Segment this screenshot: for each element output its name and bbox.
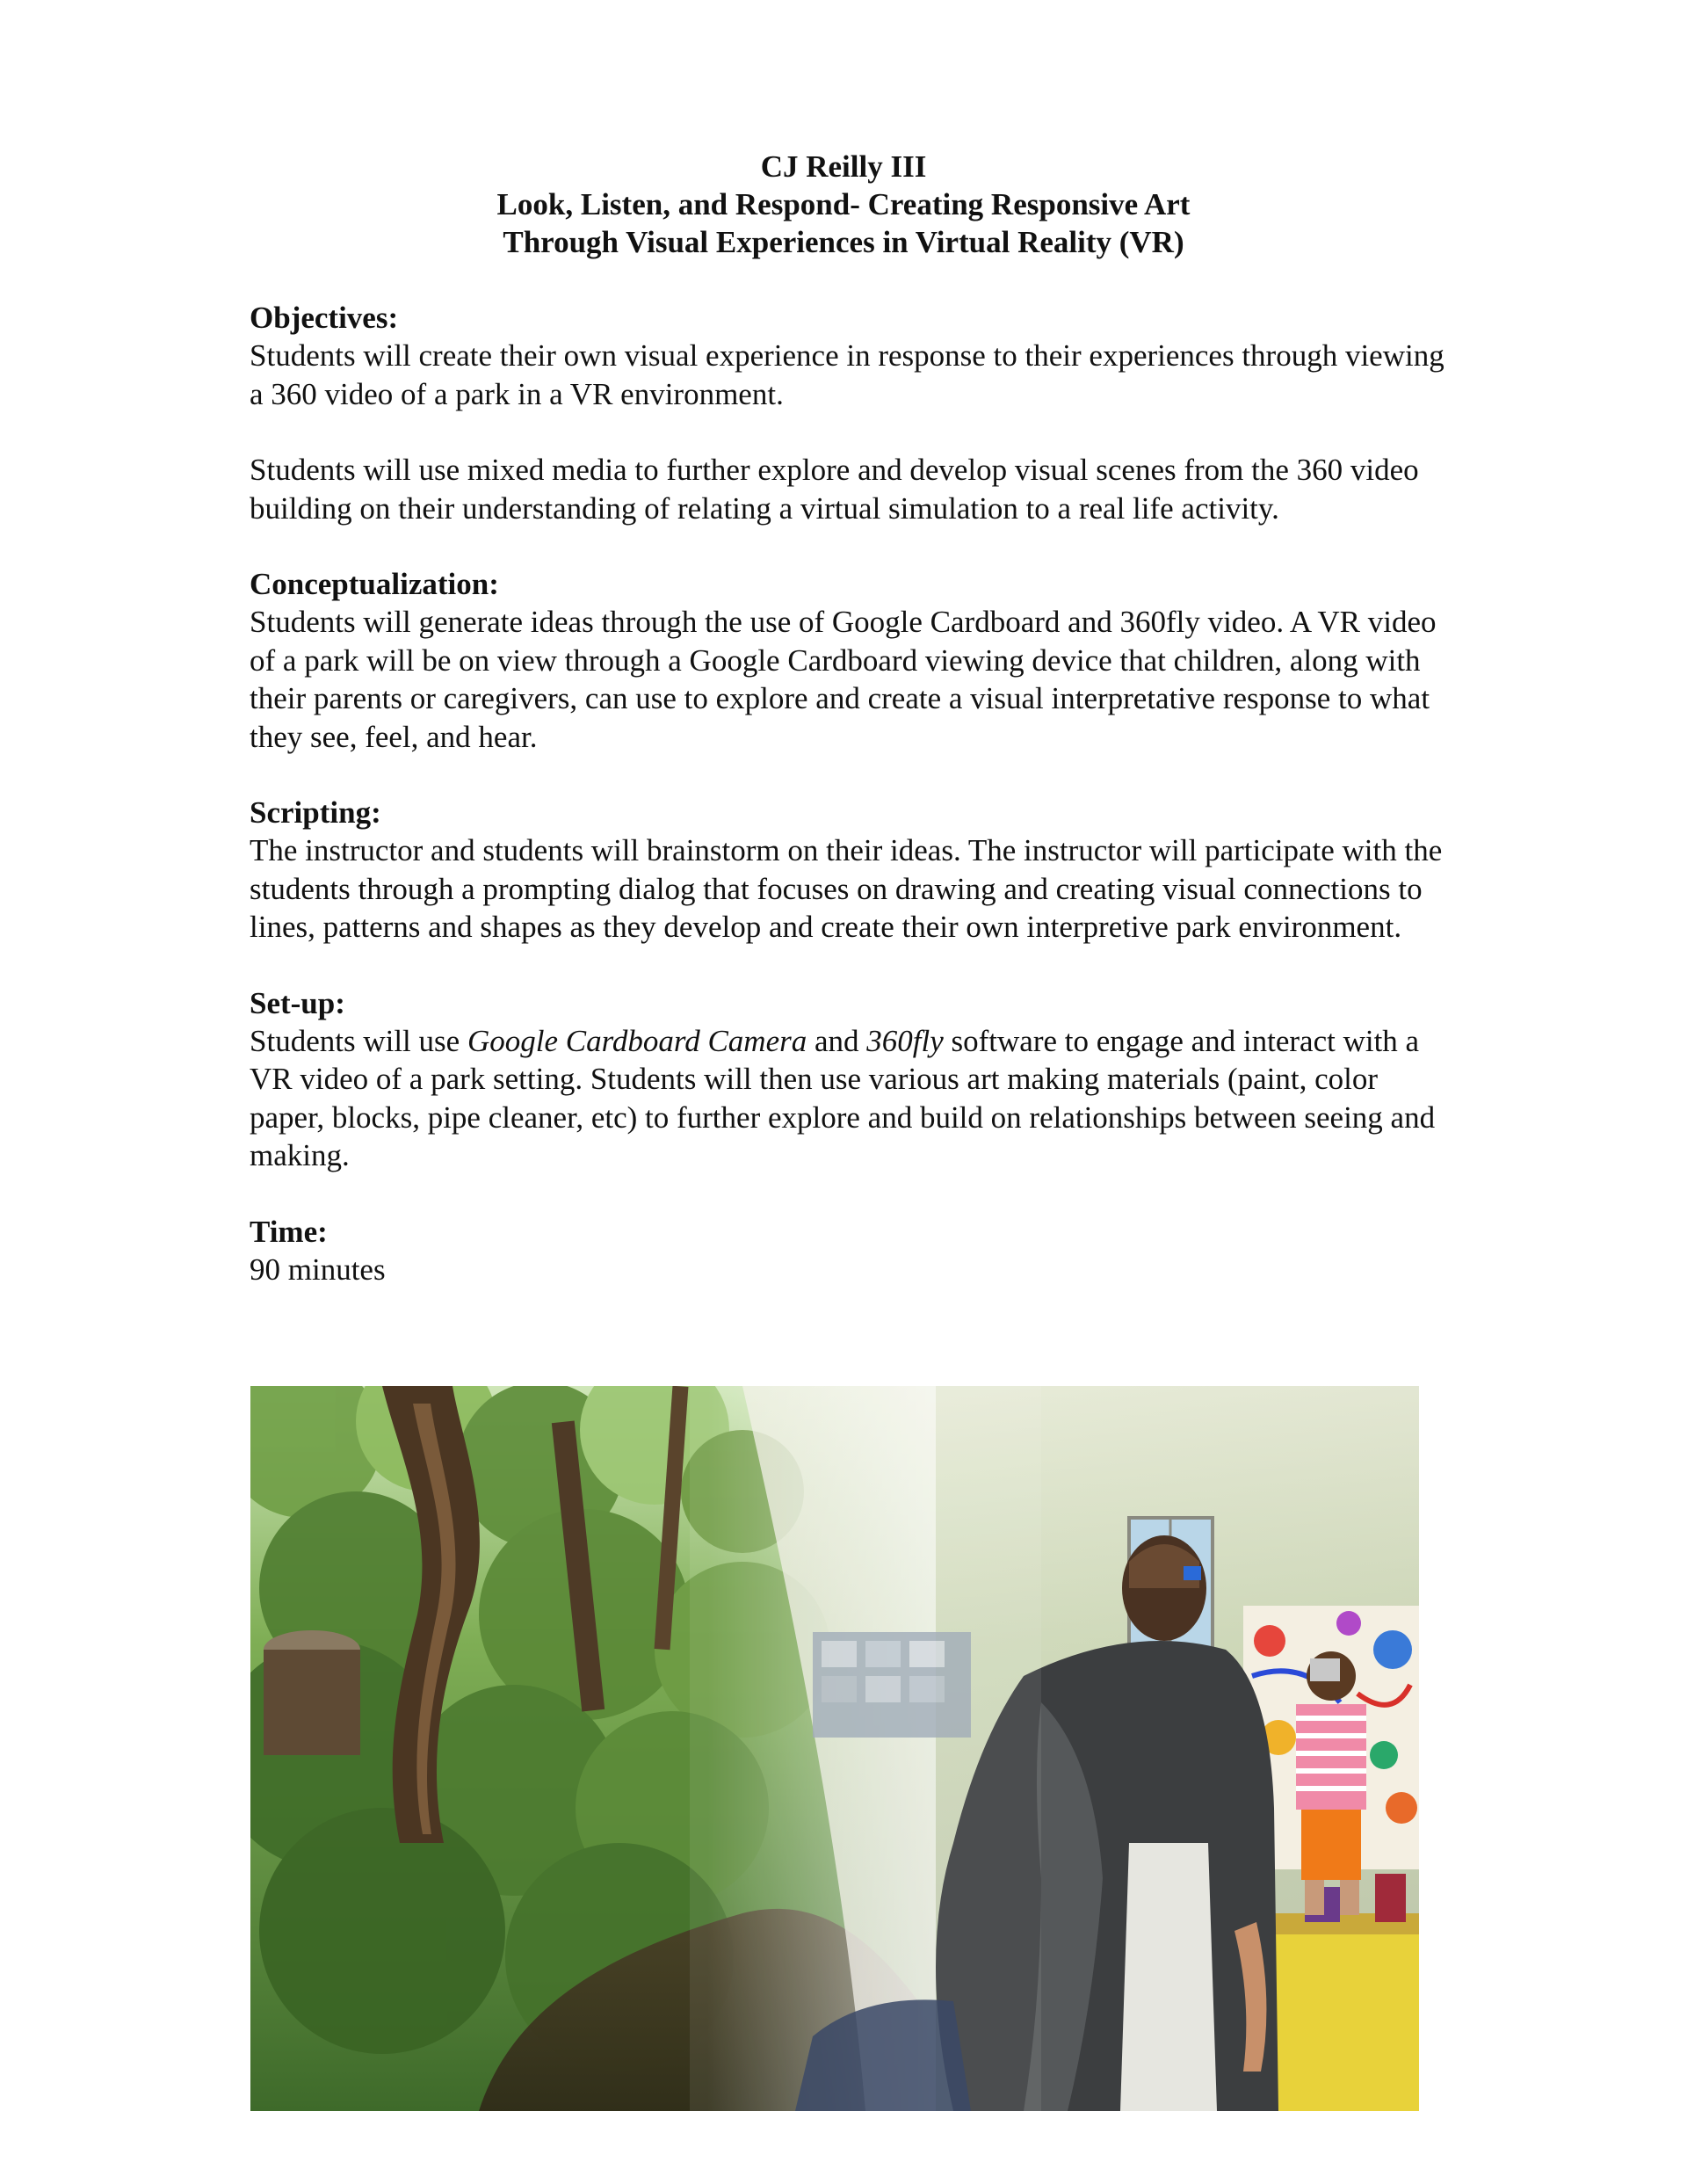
setup-text-a: Students will use xyxy=(250,1023,467,1058)
section-time xyxy=(250,1213,1444,1289)
objectives-heading: Objectives: xyxy=(250,301,399,335)
time-value: 90 minutes xyxy=(250,1252,386,1287)
setup-text-b: and xyxy=(807,1023,867,1058)
title-line-1: Look, Listen, and Respond- Creating Responsive Art xyxy=(496,187,1191,221)
scripting-heading: Scripting: xyxy=(250,795,381,830)
objectives-paragraph-2: Students will use mixed media to further explore and develop visual scenes from the 360 video building on their understanding of relating a virtual simulation to a real life activity. xyxy=(250,453,1419,526)
conceptualization-paragraph: Students will generate ideas through the use of Google Cardboard and 360fly video. A VR video of a park will be on view through a Google Cardboard viewing device that children, along with their parents or caregivers, can use to explore and create a visual interpretative response to what they see, feel, and hear. xyxy=(250,605,1437,754)
author-name: CJ Reilly III xyxy=(760,149,927,184)
vr-park-and-classroom-photo xyxy=(250,1386,1419,2111)
title-line-2: Through Visual Experiences in Virtual Reality (VR) xyxy=(503,225,1184,259)
scripting-paragraph: The instructor and students will brainstorm on their ideas. The instructor will participate with the students through a prompting dialog that focuses on drawing and creating visual connections to lines, patterns and shapes as they develop and create their own interpretive park environment. xyxy=(250,833,1443,944)
setup-text-c: software to engage and interact with a VR video of a park setting. Students will then use various art making materials (paint, color paper, blocks, pipe cleaner, etc) to further explore and build on relationships between seeing and making. xyxy=(250,1023,1436,1172)
document-page xyxy=(250,148,1444,1288)
section-conceptualization xyxy=(250,565,1444,756)
software-google-cardboard-camera: Google Cardboard Camera xyxy=(467,1023,807,1058)
time-heading: Time: xyxy=(250,1214,328,1249)
section-scripting xyxy=(250,794,1444,947)
document-header xyxy=(0,148,1687,261)
section-setup xyxy=(250,984,1444,1175)
section-objectives xyxy=(250,299,1444,527)
objectives-paragraph-1: Students will create their own visual experience in response to their experiences through viewing a 360 video of a park in a VR environment. xyxy=(250,338,1444,411)
setup-paragraph xyxy=(250,1022,1444,1175)
setup-heading: Set-up: xyxy=(250,985,345,1020)
conceptualization-heading: Conceptualization: xyxy=(250,567,499,601)
software-360fly: 360fly xyxy=(866,1023,944,1058)
